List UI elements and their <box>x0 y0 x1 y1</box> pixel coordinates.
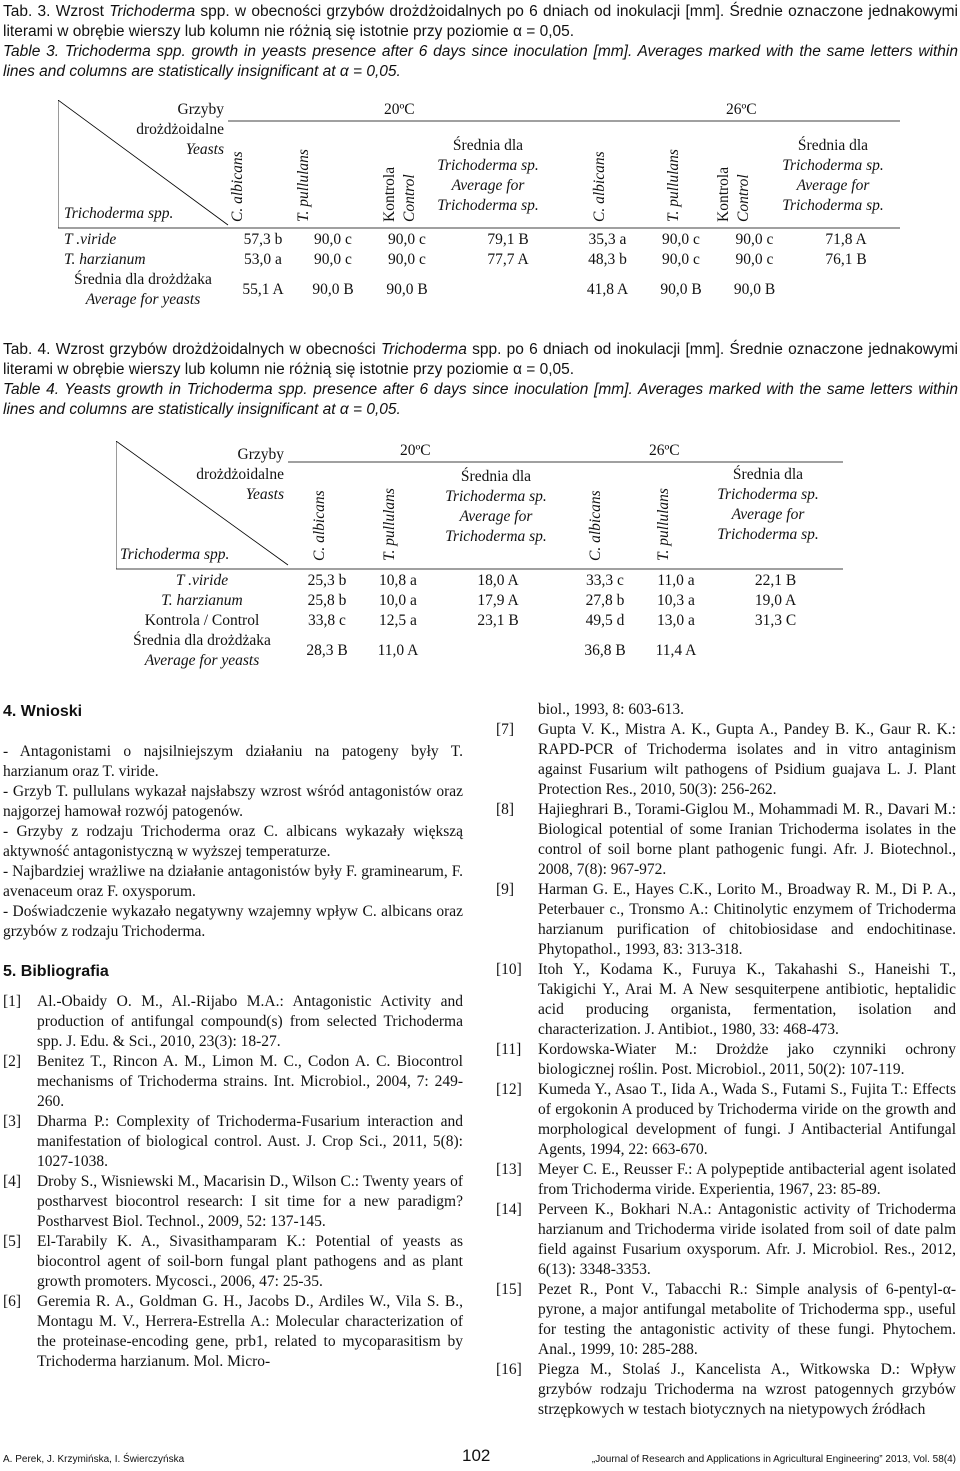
cell: 90,0 c <box>388 251 426 268</box>
t4-temp20: 20ºC <box>400 442 431 459</box>
t4-h-calb-26: C. albicans <box>587 490 604 561</box>
reference-continuation <box>496 700 956 720</box>
t3-body <box>58 230 900 310</box>
footer-journal: „Journal of Research and Applications in Agricultural Engineering” 2013, Vol. 58(4) <box>591 1454 956 1465</box>
footer-authors: A. Perek, J. Krzymińska, I. Świerczyńska <box>3 1454 185 1465</box>
cell: 57,3 b <box>243 231 283 248</box>
avg-label-en: Average for yeasts <box>144 652 260 669</box>
reference-text: Benitez T., Rincon A. M., Limon M. C., Codon A. C. Biocontrol mechanisms of Trichoderma strains. Int. Microbiol., 2004, 7: 249-260. <box>37 1053 463 1110</box>
reference-number: [2] <box>3 1053 22 1070</box>
table4-caption-pl: Tab. 4. Wzrost grzybów drożdżoidalnych w obecności Trichoderma spp. po 6 dniach od inokulacji [mm]. Średnie oznaczone jednakowymi literami w obrębie wierszy lub kolumn nie różnią się istotnie przy poziomie α = 0,05. <box>3 341 958 378</box>
page-number: 102 <box>462 1446 491 1465</box>
t3-h-control-20-pl: Kontrola <box>381 166 398 222</box>
conclusion-item: - Najbardziej wrażliwe na działanie antagonistów były F. graminearum, F. avenaceum oraz F. oxysporum. <box>3 863 463 900</box>
cell: 12,5 a <box>379 612 417 629</box>
reference-number: [14] <box>496 1201 522 1218</box>
reference-number: [1] <box>3 993 22 1010</box>
reference-text: Kumeda Y., Asao T., Iida A., Wada S., Futami S., Fujita T.: Effects of ergokonin A produced by Trichoderma viride on the growth and morphological development of fungi. J Antibacterial Antifungal Agents, 1994, 22: 663-670. <box>538 1081 956 1158</box>
t4-mean-l2: Trichoderma sp. <box>445 488 547 505</box>
reference-item <box>496 1200 956 1280</box>
cell: 31,3 C <box>754 612 797 629</box>
cell: 90,0 B <box>660 281 702 298</box>
t3-mean26-l3: Average for <box>796 177 870 194</box>
reference-item <box>496 800 956 880</box>
t4-mean-l3: Average for <box>459 508 533 525</box>
reference-number: [3] <box>3 1113 22 1130</box>
reference-item <box>496 720 956 800</box>
cell: 22,1 B <box>754 572 797 589</box>
reference-text: Geremia R. A., Goldman G. H., Jacobs D., Ardiles W., Vila S. B., Montagu M. V., Herrera-Estrella A.: Molecular characterization of the proteinase-encoding gene, prb1, related to mycoparasitism by Trichoderma harzianum. Mol. Micro- <box>37 1293 463 1370</box>
reference-list-left <box>3 992 463 1372</box>
cell: 90,0 c <box>662 251 700 268</box>
conclusion-item: - Antagonistami o najsilniejszym działaniu na patogeny były T. harzianum oraz T. viride. <box>3 743 463 780</box>
reference-text: Itoh Y., Kodama K., Furuya K., Takahashi S., Haneishi T., Takigichi Y., Arai M. A New sesquiterpene antibiotic, heptalidic acid producing organista, fermentation, isolation and characterization. J. Antibiot., 1980, 33: 468-473. <box>538 961 956 1038</box>
cell: 55,1 A <box>242 281 284 298</box>
reference-text: Perveen K., Bokhari N.A.: Antagonistic activity of Trichoderma harzianum and Trichoderma viride isolated from soil of date palm field against Fusarium oxysporum. Afr. J. Microbiol. Res., 2012, 6(13): 3348-3353. <box>538 1201 956 1278</box>
t4-mean26-l2: Trichoderma sp. <box>717 486 819 503</box>
cell: 28,3 B <box>306 642 348 659</box>
cell <box>708 631 843 671</box>
reference-text: Kordowska-Wiater M.: Drożdże jako czynniki ochrony biologicznej roślin. Post. Microbiol., 2011, 50(2): 107-119. <box>538 1041 956 1078</box>
reference-text: Droby S., Wisniewski M., Macarisin D., Wilson C.: Twenty years of postharvest biocontrol research: I sit time for a new paradigm? Postharvest Biol. Technol., 2009, 52: 137-145. <box>37 1173 463 1230</box>
reference-text: biol., 1993, 8: 603-613. <box>538 701 684 718</box>
cell: 48,3 b <box>588 251 627 268</box>
reference-number: [10] <box>496 961 522 978</box>
t3-corner-l4: Trichoderma spp. <box>64 205 174 222</box>
cell: 11,0 A <box>377 642 419 659</box>
t4-body <box>116 571 843 671</box>
t4-h-mean-26 <box>698 465 838 545</box>
cell: 90,0 B <box>312 281 354 298</box>
reference-text: Meyer C. E., Reusser F.: A polypeptide antibacterial agent isolated from Trichoderma viride. Experientia, 1967, 23: 85-89. <box>538 1161 956 1198</box>
cell: 79,1 B <box>487 231 529 248</box>
table4-caption <box>3 340 958 420</box>
reference-number: [15] <box>496 1281 522 1298</box>
avg-label-en: Average for yeasts <box>85 291 201 308</box>
reference-number: [4] <box>3 1173 22 1190</box>
reference-item <box>3 1232 463 1292</box>
table-row-average <box>116 631 843 671</box>
cell: 71,8 A <box>825 231 867 248</box>
reference-number: [6] <box>3 1293 22 1310</box>
avg-label-pl: Średnia dla drożdżaka <box>133 632 271 649</box>
cell: 90,0 c <box>388 231 426 248</box>
t3-h-control-26 <box>714 132 754 222</box>
cell: 11,4 A <box>655 642 697 659</box>
table-row <box>116 611 843 631</box>
cell: 10,8 a <box>379 572 417 589</box>
row-label: Kontrola / Control <box>144 612 260 629</box>
reference-number: [9] <box>496 881 515 898</box>
t3-h-control-20-en: Control <box>401 174 418 222</box>
t3-h-control-26-pl: Kontrola <box>715 166 732 222</box>
cell: 13,0 a <box>657 612 695 629</box>
reference-text: Dharma P.: Complexity of Trichoderma-Fusarium interaction and manifestation of biological control. Aust. J. Crop Sci., 2011, 5(8): 1027-1038. <box>37 1113 463 1170</box>
t4-mean26-l3: Average for <box>731 506 805 523</box>
t4-h-tpul-20: T. pullulans <box>381 488 398 561</box>
cell: 77,7 A <box>487 251 529 268</box>
row-label: T. harzianum <box>64 251 146 268</box>
cell: 35,3 a <box>588 231 627 248</box>
cell: 49,5 d <box>585 612 625 629</box>
t3-mean26-l4: Trichoderma sp. <box>782 197 884 214</box>
t3-h-calb-26: C. albicans <box>591 151 608 222</box>
table3-caption <box>3 2 958 82</box>
section-heading-wnioski: 4. Wnioski <box>3 703 83 720</box>
reference-text: Gupta V. K., Mistra A. K., Gupta A., Pandey B. K., Gaur R. K.: RAPD-PCR of Trichoderma isolates and in vitro antaginism against Fusarium wilt pathogens of Psidium guajava L. J. Plant Protection Res., 2010, 50(3): 256-262. <box>538 721 956 798</box>
cell: 90,0 c <box>314 231 352 248</box>
reference-item <box>3 992 463 1052</box>
cell: 36,8 B <box>584 642 626 659</box>
t3-h-control-26-en: Control <box>735 174 752 222</box>
cell <box>446 270 570 310</box>
row-label: T .viride <box>175 572 229 589</box>
conclusion-item: - Doświadczenie wykazało negatywny wzajemny wpływ C. albicans oraz grzybów z rodzaju Trichoderma. <box>3 903 463 940</box>
cell: 41,8 A <box>586 281 629 298</box>
cell: 76,1 B <box>825 251 867 268</box>
reference-item <box>3 1172 463 1232</box>
cell: 27,8 b <box>585 592 625 609</box>
t3-h-tpul-20: T. pullulans <box>295 149 312 222</box>
cell: 90,0 B <box>386 281 428 298</box>
left-column <box>3 702 463 1372</box>
reference-text: Hajieghrari B., Torami-Giglou M., Mohammadi M. R., Davari M.: Biological potential of some Iranian Trichoderma isolates in the control of soil borne plant pathogenic fungi. Afr. J. Biotechnol., 2008, 7(8): 967-972. <box>538 801 956 878</box>
table-row <box>116 591 843 611</box>
cell: 25,3 b <box>307 572 347 589</box>
t3-mean-l1: Średnia dla <box>452 137 524 154</box>
t4-mean26-l1: Średnia dla <box>732 466 804 483</box>
reference-item <box>496 1040 956 1080</box>
reference-item <box>496 1080 956 1160</box>
t4-corner-l4: Trichoderma spp. <box>120 546 230 563</box>
cell: 53,0 a <box>244 251 282 268</box>
conclusion-item: - Grzyb T. pullulans wykazał najsłabszy wzrost wśród antagonistów oraz najgorzej hamował rozwój patogenów. <box>3 783 463 820</box>
reference-item <box>3 1112 463 1172</box>
reference-text: Harman G. E., Hayes C.K., Lorito M., Broadway R. M., Di P. A., Peterbauer c., Tronsmo A.: Chitinolytic enzymem of Trichoderma harzianum purification of chitobiosidase and endochitinase. Phytopathol., 1993, 83: 313-318. <box>538 881 956 958</box>
reference-text: Piegza M., Stolaś J., Kancelista A., Witkowska D.: Wpływ grzybów rodzaju Trichoderma na wzrost patogennych grzybów strzępkowych w testach biotycznych na nietypowych źródłach <box>538 1361 956 1418</box>
t3-mean-l3: Average for <box>451 177 525 194</box>
reference-number: [13] <box>496 1161 522 1178</box>
table4-caption-en: Table 4. Yeasts growth in Trichoderma spp. presence after 6 days since inoculation [mm]. Averages marked with the same letters within lines and columns are statistically insignificant at α = 0,05. <box>3 381 958 418</box>
cell: 10,3 a <box>657 592 695 609</box>
cell: 11,0 a <box>657 572 695 589</box>
cell: 90,0 c <box>662 231 700 248</box>
cell: 23,1 B <box>477 612 519 629</box>
reference-text: Pezet R., Pont V., Tabacchi R.: Simple analysis of 6-pentyl-α-pyrone, a major antifungal metabolite of Trichoderma spp., useful for testing the antagonistic activity of these fungi. Phytochem. Anal., 1999, 10: 285-288. <box>538 1281 956 1358</box>
t4-corner-l2: drożdżoidalne <box>196 466 284 483</box>
t4-corner-l1: Grzyby <box>237 446 284 463</box>
cell: 19,0 A <box>754 592 797 609</box>
reference-number: [11] <box>496 1041 522 1058</box>
t4-h-mean-20 <box>426 467 566 547</box>
t4-mean26-l4: Trichoderma sp. <box>717 526 819 543</box>
t3-corner-l1: Grzyby <box>177 101 224 118</box>
reference-item <box>496 1360 956 1420</box>
t3-h-mean-26 <box>768 136 898 216</box>
cell <box>430 631 566 671</box>
reference-item <box>496 880 956 960</box>
t3-mean-l4: Trichoderma sp. <box>437 197 539 214</box>
cell: 33,8 c <box>308 612 346 629</box>
reference-number: [8] <box>496 801 515 818</box>
t4-h-tpul-26: T. pullulans <box>655 488 672 561</box>
table3-caption-pl: Tab. 3. Wzrost Trichoderma spp. w obecności grzybów drożdżoidalnych po 6 dniach od inokulacji [mm]. Średnie oznaczone jednakowymi literami w obrębie wierszy lub kolumn nie różnią się istotnie przy poziomie α = 0,05. <box>3 3 958 40</box>
t3-mean26-l2: Trichoderma sp. <box>782 157 884 174</box>
table3-caption-en: Table 3. Trichoderma spp. growth in yeasts presence after 6 days since inoculation [mm]. Averages marked with the same letters within lines and columns are statistically insignificant at α = 0,05. <box>3 43 958 80</box>
reference-number: [5] <box>3 1233 22 1250</box>
cell: 90,0 c <box>735 251 774 268</box>
t3-h-tpul-26: T. pullulans <box>665 149 682 222</box>
right-column <box>496 700 956 1420</box>
table-row <box>116 571 843 591</box>
avg-label-pl: Średnia dla drożdżaka <box>74 271 212 288</box>
t4-temp26: 26ºC <box>649 442 680 459</box>
t4-corner-l3: Yeasts <box>245 486 284 503</box>
conclusion-item: - Grzyby z rodzaju Trichoderma oraz C. albicans wykazały większą aktywność antagonistyczną w wyższej temperaturze. <box>3 823 463 860</box>
reference-text: El-Tarabily K. A., Sivasithamparam K.: Potential of yeasts as biocontrol agent of soil-born fungal plant pathogens and as plant growth promoters. Mycosci., 2006, 47: 25-35. <box>37 1233 463 1290</box>
reference-number: [7] <box>496 721 515 738</box>
reference-number: [12] <box>496 1081 522 1098</box>
table-row <box>58 250 900 270</box>
t3-h-mean-20 <box>428 136 548 216</box>
t4-mean-l4: Trichoderma sp. <box>445 528 547 545</box>
reference-item <box>496 960 956 1040</box>
reference-item <box>496 1280 956 1360</box>
table-row <box>58 230 900 250</box>
cell: 18,0 A <box>477 572 519 589</box>
reference-item <box>3 1292 463 1372</box>
t3-mean-l2: Trichoderma sp. <box>437 157 539 174</box>
table-row-average <box>58 270 900 310</box>
t4-h-calb-20: C. albicans <box>311 490 328 561</box>
reference-item <box>3 1052 463 1112</box>
reference-number: [16] <box>496 1361 522 1378</box>
t3-mean26-l1: Średnia dla <box>797 137 869 154</box>
cell: 10,0 a <box>379 592 417 609</box>
row-label: T. harzianum <box>161 592 243 609</box>
cell <box>792 270 900 310</box>
cell: 33,3 c <box>586 572 624 589</box>
cell: 90,0 B <box>733 281 776 298</box>
row-label: T .viride <box>64 231 117 248</box>
t3-temp20: 20ºC <box>384 101 415 118</box>
t3-temp26: 26ºC <box>726 101 757 118</box>
reference-item <box>496 1160 956 1200</box>
cell: 17,9 A <box>477 592 519 609</box>
t3-corner-l2: drożdżoidalne <box>136 121 224 138</box>
cell: 90,0 c <box>735 231 774 248</box>
t3-h-control-20 <box>380 132 420 222</box>
cell: 25,8 b <box>307 592 347 609</box>
section-heading-bibliografia: 5. Bibliografia <box>3 963 109 980</box>
cell: 90,0 c <box>314 251 352 268</box>
t4-mean-l1: Średnia dla <box>460 468 532 485</box>
t3-h-calb-20: C. albicans <box>229 151 246 222</box>
t3-corner-l3: Yeasts <box>185 141 224 158</box>
reference-text: Al.-Obaidy O. M., Al.-Rijabo M.A.: Antagonistic Activity and production of antifungal compound(s) from selected Trichoderma spp. J. Edu. & Sci., 2010, 23(3): 18-27. <box>37 993 463 1050</box>
